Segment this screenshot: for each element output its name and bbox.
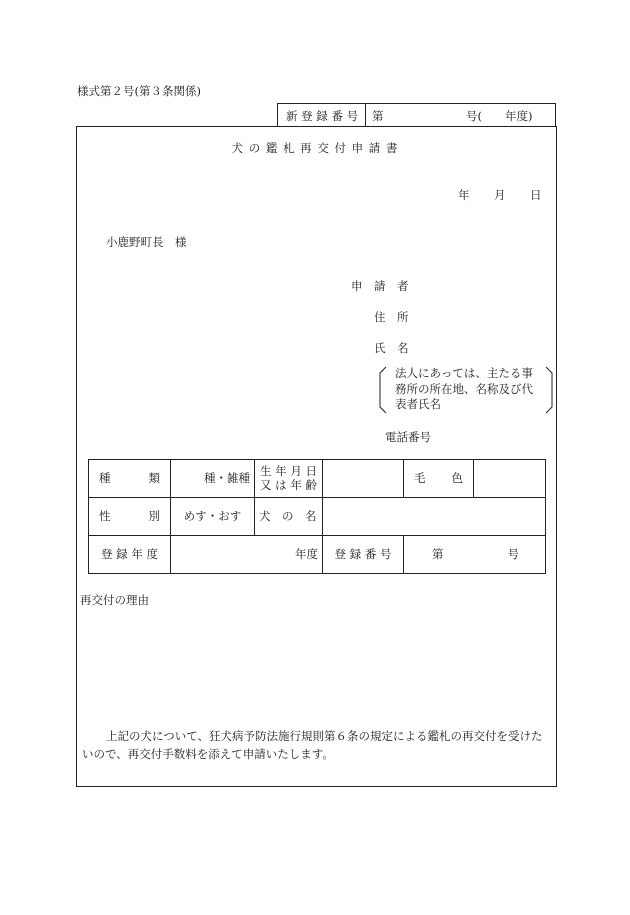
table-row <box>89 536 546 574</box>
corporate-note <box>395 366 533 413</box>
dog-name-value-cell <box>323 498 546 536</box>
reg-gou: 号 <box>507 546 519 561</box>
form-number: 様式第２号(第３条関係) <box>77 84 201 98</box>
phone-label: 電話番号 <box>385 430 431 444</box>
name-label: 氏 名 <box>374 341 409 355</box>
table-row <box>89 498 546 536</box>
address-label: 住 所 <box>374 310 409 324</box>
note-line: 務所の所在地、名称及び代 <box>395 381 533 396</box>
registration-gou-nendo: 号( 年度) <box>466 109 533 123</box>
form-title: 犬 の 鑑 札 再 交 付 申 請 書 <box>231 141 399 155</box>
reg-dai: 第 <box>432 546 444 561</box>
dog-info-table <box>88 459 546 574</box>
note-line: 表者氏名 <box>395 397 441 411</box>
dog-name-label: 犬 の 名 <box>255 498 323 536</box>
date-year: 年 <box>458 188 470 202</box>
kind-value: 種・雑種 <box>171 460 255 498</box>
reason-label: 再交付の理由 <box>80 593 149 607</box>
table-row <box>89 460 546 498</box>
reg-year-nendo: 年度 <box>171 536 323 574</box>
applicant-heading: 申 請 者 <box>351 279 409 293</box>
registration-divider <box>365 104 366 126</box>
coat-label-cell: 毛 色 <box>404 460 474 498</box>
statement-line: いので、再交付手数料を添えて申請いたします。 <box>82 747 334 761</box>
date-day: 日 <box>530 188 542 202</box>
reg-number-label: 登 録 番 号 <box>323 536 404 574</box>
statement-line: 上記の犬について、狂犬病予防法施行規則第６条の規定による鑑札の再交付を受けた <box>106 729 543 743</box>
birth-value-cell <box>323 460 404 498</box>
addressee: 小鹿野町長 様 <box>106 235 187 249</box>
registration-dai: 第 <box>372 109 384 123</box>
kind-label-cell: 種 類 <box>89 460 171 498</box>
note-line: 法人にあっては、主たる事 <box>395 366 533 380</box>
birth-label-cell: 生 年 月 日 又 は 年 齢 <box>255 460 323 498</box>
registration-number-box <box>277 103 556 127</box>
sex-value: めす・おす <box>171 498 255 536</box>
form-frame <box>76 126 557 787</box>
coat-value-cell <box>474 460 546 498</box>
reg-year-label: 登 録 年 度 <box>89 536 171 574</box>
reg-number-value-cell <box>404 536 546 574</box>
registration-label: 新 登 録 番 号 <box>286 109 359 123</box>
sex-label-cell: 性 別 <box>89 498 171 536</box>
date-month: 月 <box>494 188 506 202</box>
